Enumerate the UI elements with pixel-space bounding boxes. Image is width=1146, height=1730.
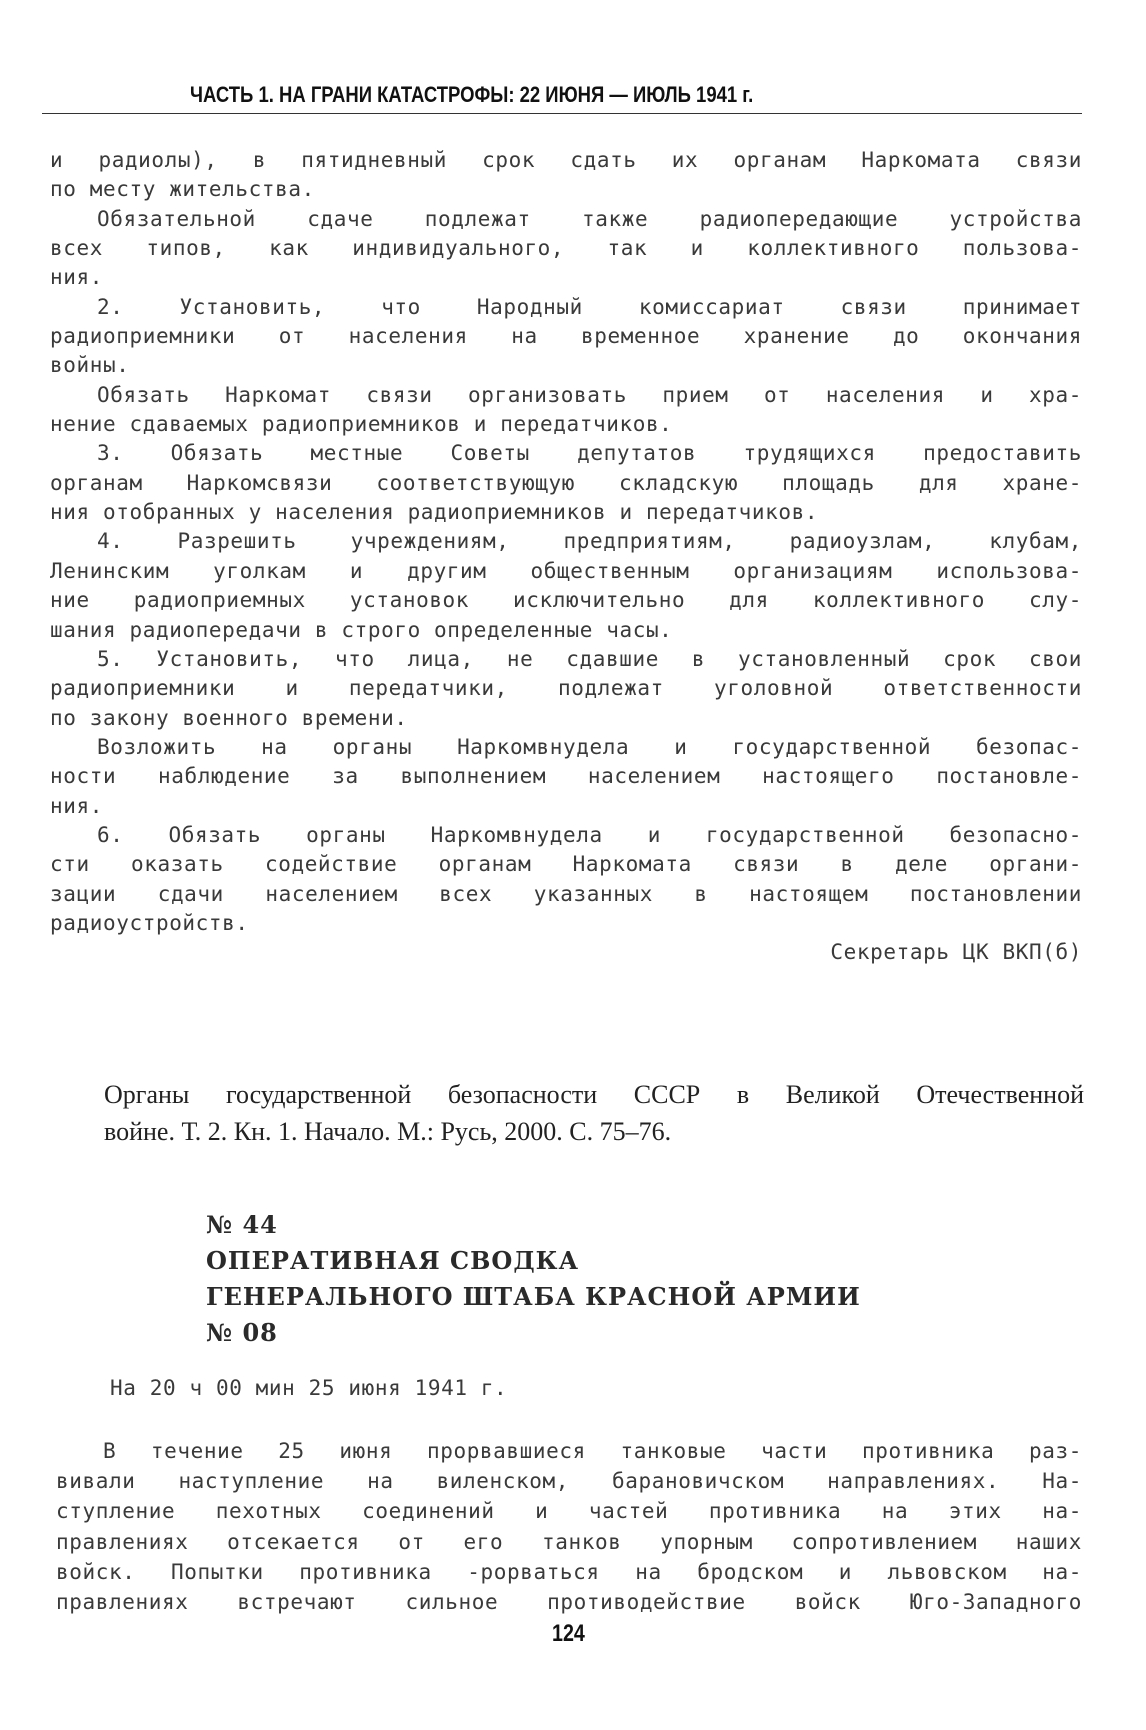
text-line: правлениях отсекается от его танков упорным сопротивлением наших — [56, 1529, 1082, 1554]
running-header: ЧАСТЬ 1. НА ГРАНИ КАТАСТРОФЫ: 22 ИЮНЯ — ИЮЛЬ 1941 г. — [190, 82, 754, 107]
document-date: На 20 ч 00 мин 25 июня 1941 г. — [110, 1376, 508, 1400]
document-number: № 44 — [206, 1210, 278, 1239]
text-line: всех типов, как индивидуального, так и коллективного пользова- — [50, 236, 1082, 261]
document-title-line-1: ОПЕРАТИВНАЯ СВОДКА — [206, 1246, 580, 1275]
text-line: по месту жительства. — [50, 177, 315, 202]
text-line: органам Наркомсвязи соответствующую складскую площадь для хране- — [50, 470, 1082, 495]
text-line: 4. Разрешить учреждениям, предприятиям, радиоузлам, клубам, — [97, 529, 1082, 554]
text-line: 3. Обязать местные Советы депутатов трудящихся предоставить — [97, 441, 1082, 466]
text-line: шания радиопередачи в строго определенные часы. — [50, 617, 673, 642]
text-line: Обязательной сдаче подлежат также радиопередающие устройства — [97, 206, 1082, 231]
text-line: В течение 25 июня прорвавшиеся танковые части противника раз- — [103, 1439, 1082, 1463]
page-number: 124 — [552, 1620, 585, 1647]
text-line: и радиолы), в пятидневный срок сдать их органам Наркомата связи — [50, 148, 1082, 172]
text-line: радиоустройств. — [50, 910, 249, 935]
report-text — [56, 1436, 1082, 1617]
source-citation — [104, 1076, 1084, 1150]
text-line: Возложить на органы Наркомвнудела и государственной безопас- — [97, 734, 1082, 759]
text-line: правлениях встречают сильное противодействие войск Юго-Западного — [56, 1589, 1082, 1614]
text-line: 5. Установить, что лица, не сдавшие в установленный срок свои — [97, 646, 1082, 671]
text-line: радиоприемники и передатчики, подлежат уголовной ответственности — [50, 676, 1082, 701]
citation-line: Органы государственной безопасности СССР в Великой Отечественной — [104, 1080, 1084, 1109]
text-line: Ленинским уголкам и другим общественным организациям использова- — [50, 558, 1082, 583]
text-line: 2. Установить, что Народный комиссариат связи принимает — [97, 294, 1082, 319]
report-number: № 08 — [206, 1318, 278, 1347]
text-line: Обязать Наркомат связи организовать прием от населения и хра- — [97, 382, 1082, 407]
resolution-text — [50, 146, 1082, 968]
text-line: ния. — [50, 793, 103, 818]
text-line: радиоприемники от населения на временное хранение до окончания — [50, 324, 1082, 349]
text-line: сти оказать содействие органам Наркомата связи в деле органи- — [50, 852, 1082, 877]
text-line: ние радиоприемных установок исключительно для коллективного слу- — [50, 588, 1082, 613]
header-rule — [42, 113, 1082, 114]
text-line: зации сдачи населением всех указанных в настоящем постановлении — [50, 881, 1082, 906]
text-line: войск. Попытки противника -рорваться на бродском и львовском на- — [56, 1559, 1082, 1584]
text-line: войны. — [50, 353, 130, 378]
citation-line: войне. Т. 2. Кн. 1. Начало. М.: Русь, 2000. С. 75–76. — [104, 1117, 672, 1146]
text-line: ности наблюдение за выполнением населением настоящего постановле- — [50, 764, 1082, 789]
document-title-line-2: ГЕНЕРАЛЬНОГО ШТАБА КРАСНОЙ АРМИИ — [206, 1282, 861, 1311]
text-line: ния отобранных у населения радиоприемников и передатчиков. — [50, 500, 819, 525]
text-line: 6. Обязать органы Наркомвнудела и государственной безопасно- — [97, 822, 1082, 847]
text-line: ступление пехотных соединений и частей противника на этих на- — [56, 1499, 1082, 1524]
text-line: по закону военного времени. — [50, 705, 408, 730]
text-line: вивали наступление на виленском, барановичском направлениях. На- — [56, 1469, 1082, 1494]
signature: Секретарь ЦК ВКП(б) — [830, 940, 1082, 965]
text-line: ния. — [50, 265, 103, 290]
document-heading — [206, 1207, 861, 1351]
text-line: нение сдаваемых радиоприемников и передатчиков. — [50, 412, 673, 437]
